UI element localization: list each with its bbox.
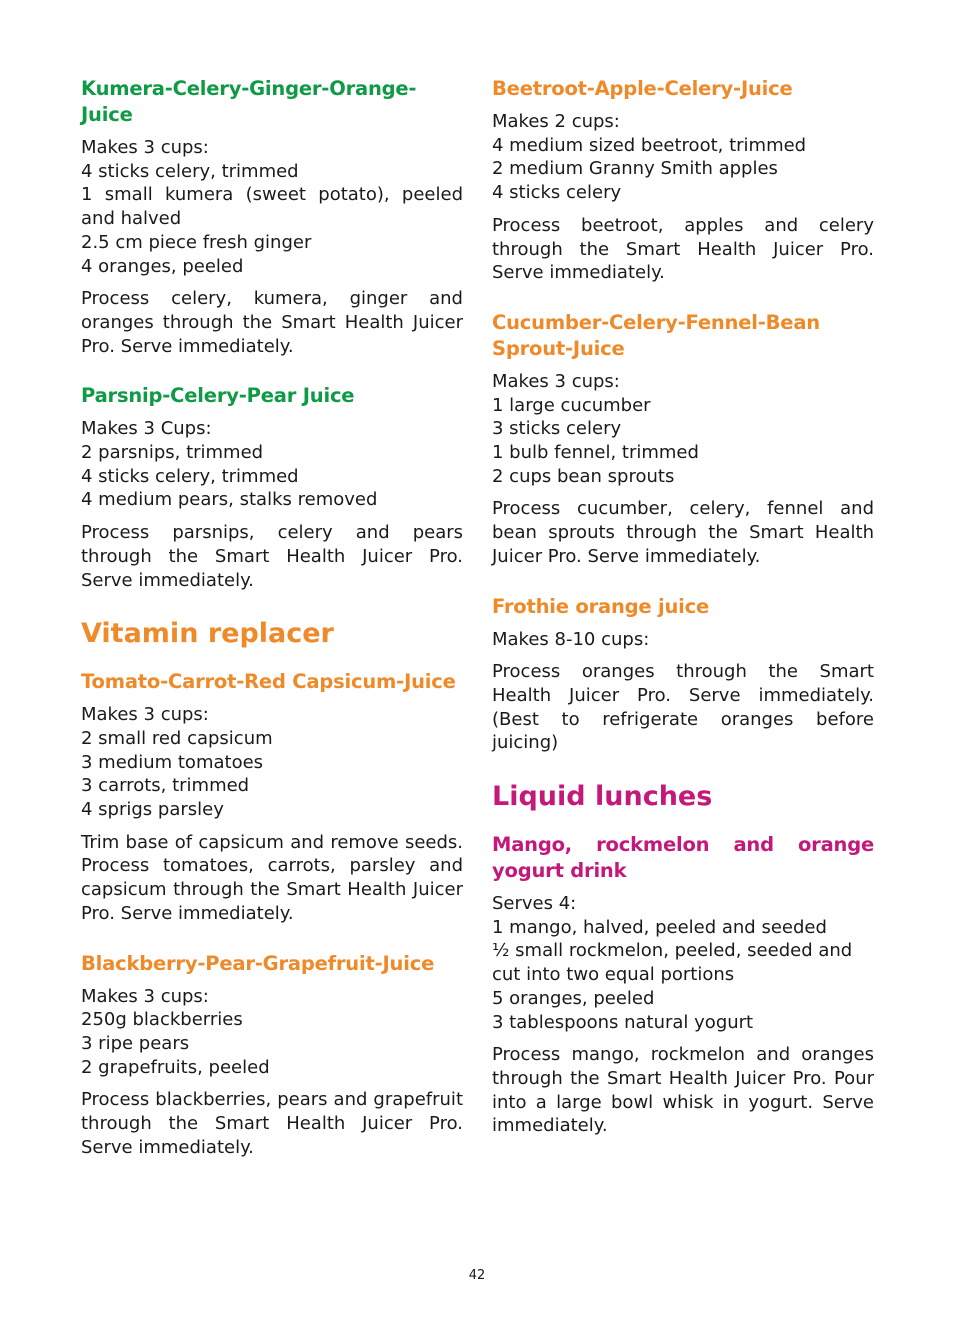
ingredient-item: 4 medium sized beetroot, trimmed: [492, 134, 807, 156]
recipe-method: Process blackberries, pears and grapefruit through the Smart Health Juicer Pro. Serve immediately.: [81, 1089, 463, 1158]
ingredient-item: Makes 3 cups:: [81, 137, 209, 158]
ingredient-item: Makes 3 cups:: [81, 704, 209, 726]
recipe-blackberry-pear-grapefruit-juice: [81, 951, 463, 1160]
ingredient-item: 1 mango, halved, peeled and seeded: [492, 916, 827, 938]
ingredient-list: [81, 417, 463, 512]
ingredient-item: 2 small red capsicum: [81, 727, 273, 749]
ingredient-item: 4 sticks celery: [492, 182, 622, 204]
recipe-cucumber-celery-fennel-bean-sprout-juice: [492, 310, 874, 569]
recipe-title: Tomato-Carrot-Red Capsicum-Juice: [81, 670, 456, 694]
ingredient-item: 4 sticks celery, trimmed: [81, 160, 299, 182]
ingredient-item: 1 small kumera (sweet potato), peeled and halved: [81, 184, 463, 230]
ingredient-item: 2 medium Granny Smith apples: [492, 158, 778, 180]
ingredient-item: 4 oranges, peeled: [81, 255, 244, 277]
recipe-method: Trim base of capsicum and remove seeds. Process tomatoes, carrots, parsley and capsicum through the Smart Health Juicer Pro. Serve immediately.: [81, 831, 463, 924]
section-title-vitamin-replacer: Vitamin replacer: [81, 618, 334, 650]
recipe-title: Kumera-Celery-Ginger-Orange-Juice: [81, 77, 417, 126]
ingredient-item: 4 sprigs parsley: [81, 799, 224, 821]
recipe-method: Process celery, kumera, ginger and oranges through the Smart Health Juicer Pro. Serve immediately.: [81, 288, 463, 357]
ingredient-item: 2 cups bean sprouts: [492, 465, 675, 487]
ingredient-item: 3 medium tomatoes: [81, 751, 264, 773]
recipe-method: Process oranges through the Smart Health Juicer Pro. Serve immediately. (Best to refrigerate oranges before juicing): [492, 661, 874, 754]
ingredient-item: 2 grapefruits, peeled: [81, 1056, 270, 1078]
ingredient-item: ½ small rockmelon, peeled, seeded and cut into two equal portions: [492, 940, 853, 986]
recipe-method: Process parsnips, celery and pears through the Smart Health Juicer Pro. Serve immediately.: [81, 522, 463, 591]
ingredient-list: [492, 110, 874, 205]
recipe-method: Process mango, rockmelon and oranges through the Smart Health Juicer Pro. Pour into a large bowl whisk in yogurt. Serve immediately.: [492, 1044, 874, 1137]
ingredient-item: 1 bulb fennel, trimmed: [492, 442, 699, 464]
ingredient-item: Serves 4:: [492, 893, 577, 915]
recipe-title: Cucumber-Celery-Fennel-Bean Sprout-Juice: [492, 310, 820, 360]
ingredient-list: [492, 370, 874, 489]
ingredient-list: [81, 703, 463, 822]
ingredient-item: 3 tablespoons natural yogurt: [492, 1011, 754, 1033]
ingredient-item: 3 sticks celery: [492, 418, 622, 440]
recipe-frothie-orange-juice: [492, 594, 874, 756]
ingredient-list: [81, 985, 463, 1080]
ingredient-item: 4 medium pears, stalks removed: [81, 489, 378, 511]
ingredient-item: 1 large cucumber: [492, 394, 651, 416]
ingredient-item: 3 carrots, trimmed: [81, 775, 250, 797]
recipe-title: Blackberry-Pear-Grapefruit-Juice: [81, 951, 435, 975]
ingredient-list: [81, 136, 463, 278]
recipe-title: Frothie orange juice: [492, 594, 710, 618]
recipe-parsnip-celery-pear-juice: [81, 383, 463, 592]
ingredient-item: 5 oranges, peeled: [492, 987, 655, 1009]
recipe-title: Beetroot-Apple-Celery-Juice: [492, 77, 793, 100]
ingredient-item: Makes 3 cups:: [492, 370, 620, 392]
recipe-title: Parsnip-Celery-Pear Juice: [81, 384, 355, 408]
recipe-title: Mango, rockmelon and orange yogurt drink: [492, 833, 874, 883]
right-column: [492, 76, 874, 1163]
ingredient-item: 250g blackberries: [81, 1009, 243, 1031]
ingredient-list: [492, 628, 874, 652]
ingredient-list: [492, 892, 874, 1034]
section-title-liquid-lunches: Liquid lunches: [492, 781, 713, 813]
ingredient-item: 3 ripe pears: [81, 1032, 190, 1054]
ingredient-item: Makes 8-10 cups:: [492, 628, 650, 650]
recipe-tomato-carrot-red-capsicum-juice: [81, 669, 463, 925]
ingredient-item: 2.5 cm piece fresh ginger: [81, 231, 312, 253]
left-column: [81, 76, 463, 1185]
recipe-kumera-celery-ginger-orange-juice: [81, 76, 463, 358]
ingredient-item: 4 sticks celery, trimmed: [81, 465, 299, 487]
ingredient-item: Makes 3 cups:: [81, 985, 209, 1007]
page-number: 42: [468, 1268, 486, 1283]
recipe-mango-rockmelon-orange-yogurt-drink: [492, 832, 874, 1138]
recipe-method: Process cucumber, celery, fennel and bean sprouts through the Smart Health Juicer Pro. Serve immediately.: [492, 498, 874, 567]
ingredient-item: Makes 3 Cups:: [81, 418, 212, 440]
ingredient-item: 2 parsnips, trimmed: [81, 442, 264, 464]
recipe-beetroot-apple-celery-juice: [492, 76, 874, 285]
ingredient-item: Makes 2 cups:: [492, 111, 620, 132]
recipe-method: Process beetroot, apples and celery through the Smart Health Juicer Pro. Serve immediately.: [492, 214, 874, 284]
